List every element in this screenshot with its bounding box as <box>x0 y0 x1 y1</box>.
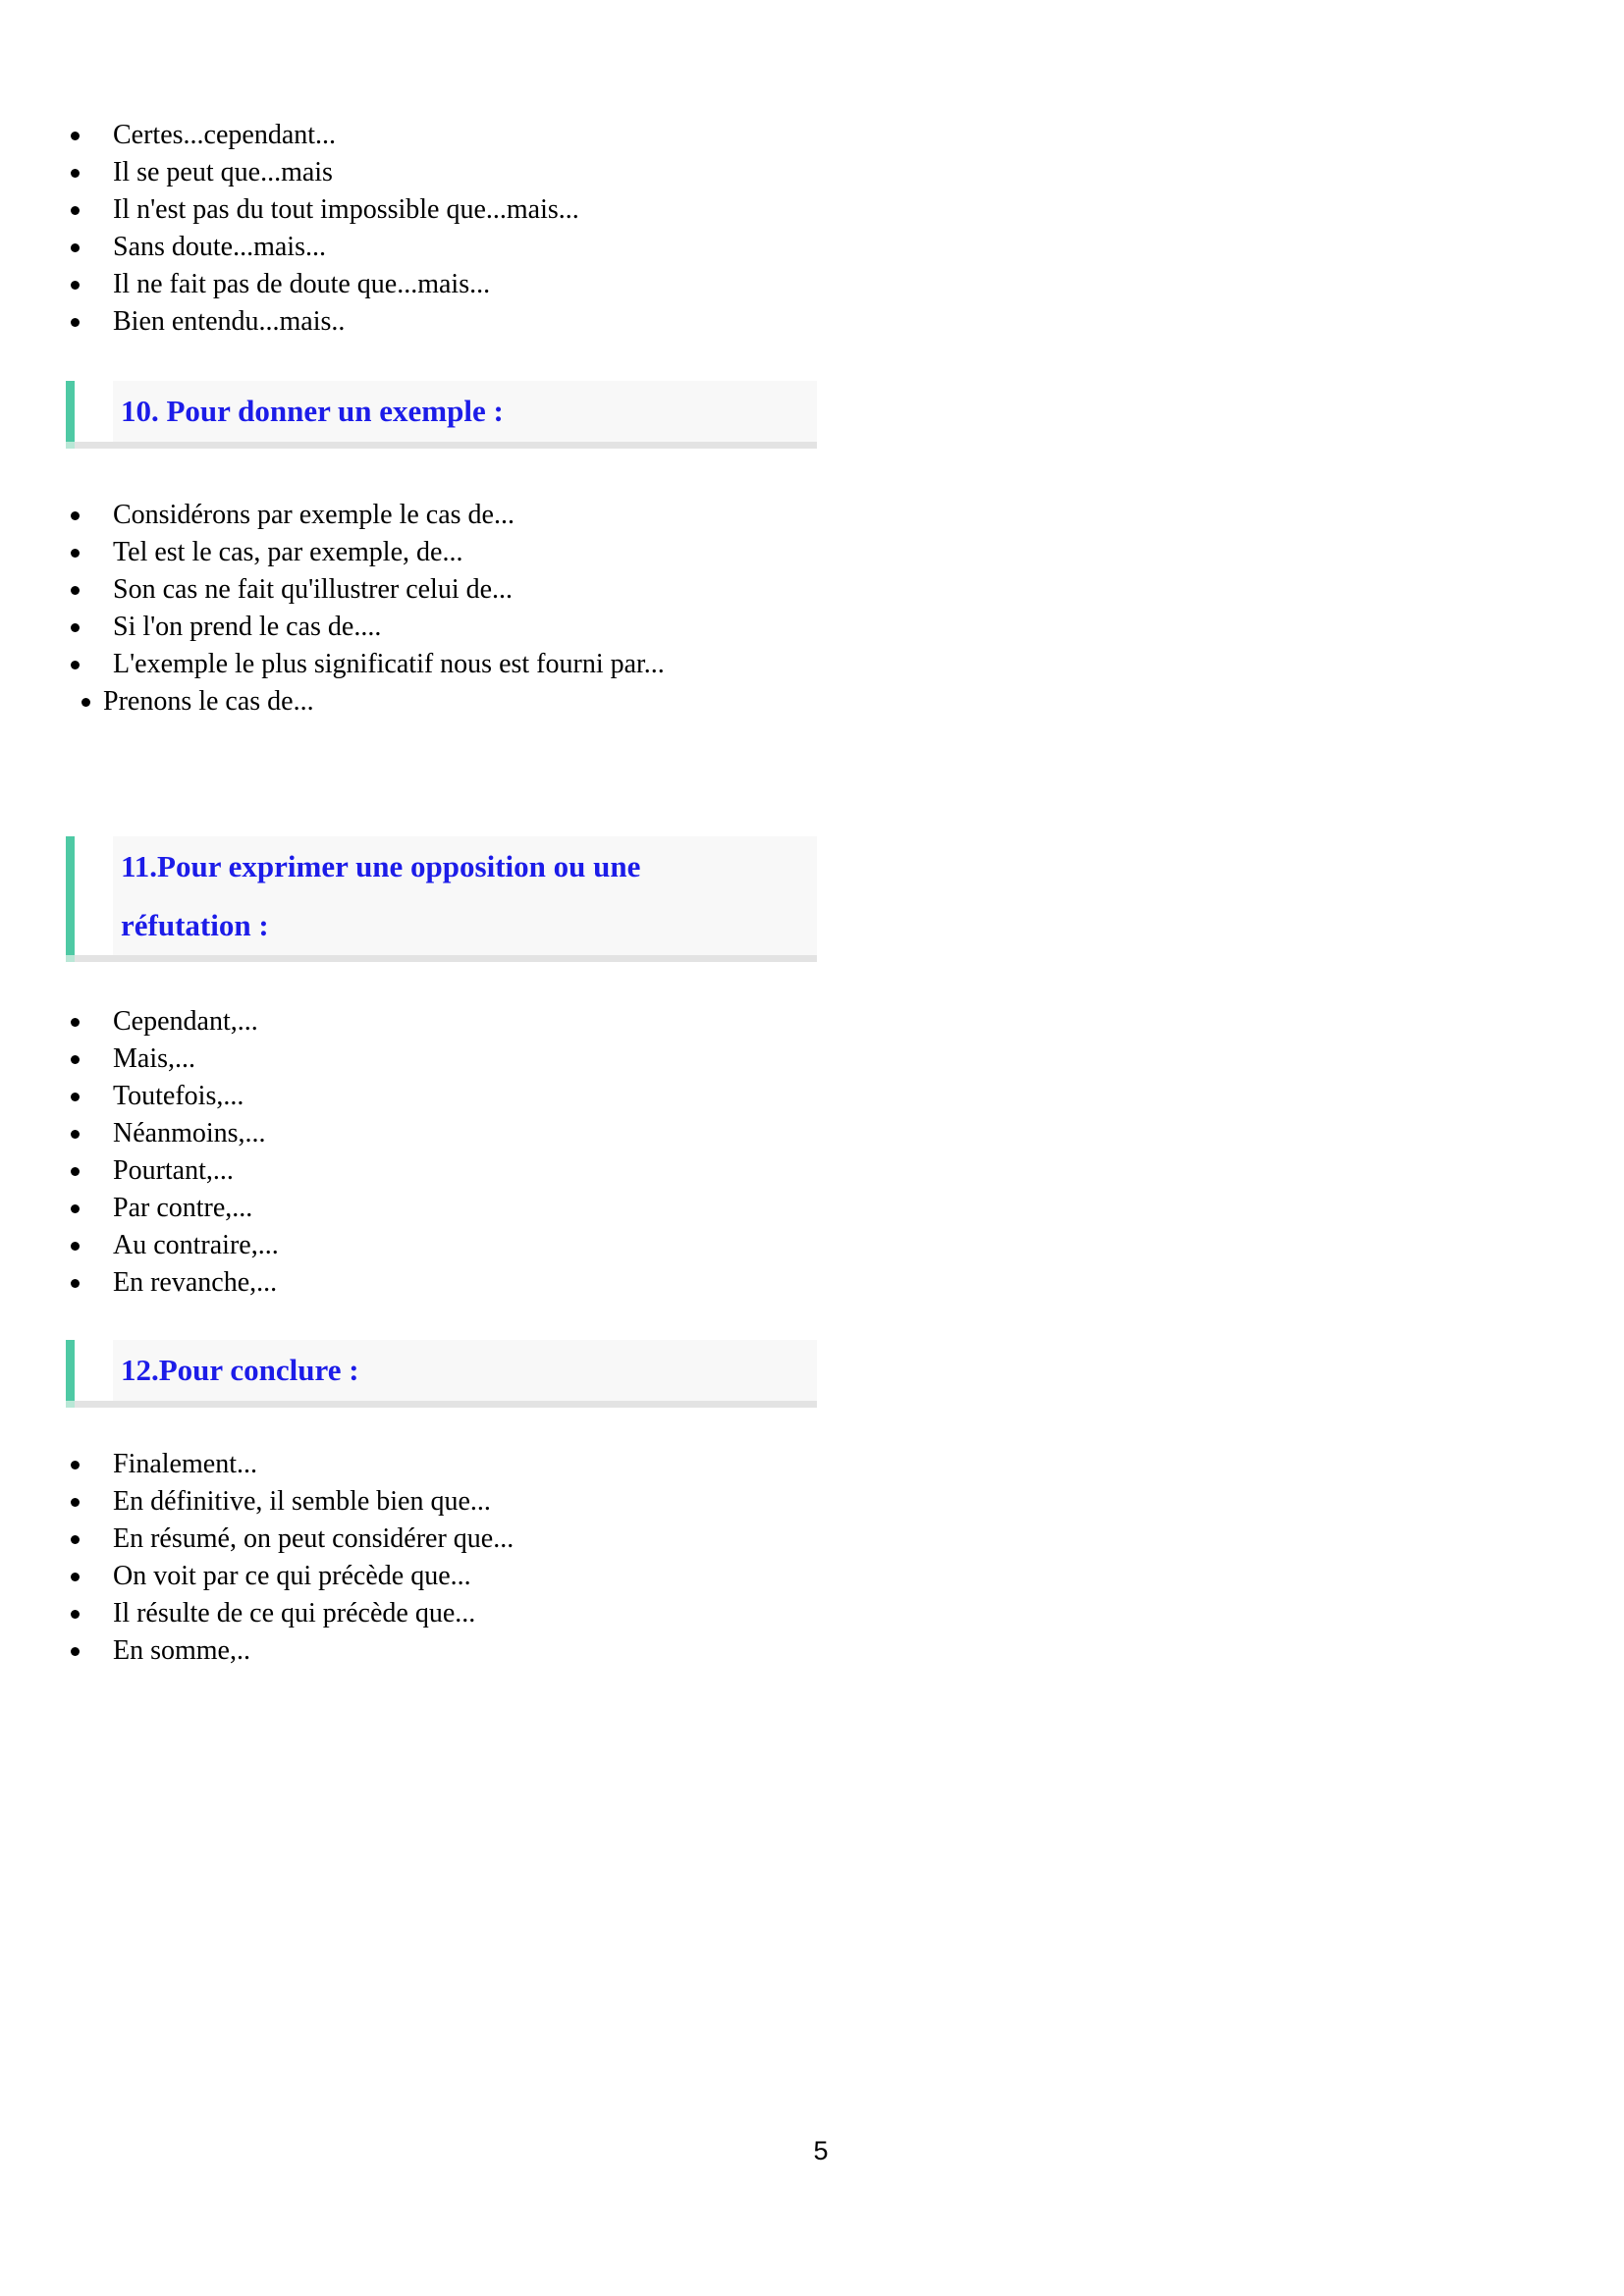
list-item-text: Pourtant,... <box>113 1155 234 1186</box>
heading-box <box>113 836 817 955</box>
list-item-text: Au contraire,... <box>113 1230 279 1260</box>
heading-title: 10. Pour donner un exemple : <box>121 394 504 428</box>
list-item <box>0 1003 1080 1041</box>
bullet-icon <box>71 206 80 215</box>
list-item <box>0 1264 1080 1302</box>
section-heading-12 <box>66 1340 817 1408</box>
bullet-list-opposition <box>0 1003 1080 1302</box>
list-item-text: Tel est le cas, par exemple, de... <box>113 537 463 567</box>
heading-box-shadow <box>75 1401 817 1408</box>
bullet-icon <box>71 1167 80 1176</box>
bullet-icon <box>71 1461 80 1469</box>
list-item-text: Certes...cependant... <box>113 120 337 150</box>
bullet-icon <box>71 1535 80 1544</box>
list-item <box>0 1446 1080 1483</box>
list-item <box>0 1632 1080 1670</box>
list-item <box>0 1483 1080 1521</box>
list-item-text: L'exemple le plus significatif nous est fourni par... <box>113 649 665 679</box>
heading-title-line2: réfutation : <box>121 907 269 942</box>
bullet-icon <box>71 281 80 290</box>
bullet-icon <box>71 1130 80 1139</box>
accent-bar-shadow <box>66 1401 75 1408</box>
bullet-icon <box>71 1055 80 1064</box>
heading-box-shadow <box>75 442 817 449</box>
bullet-icon <box>81 698 90 707</box>
list-item <box>0 1558 1080 1595</box>
list-item-text: Il ne fait pas de doute que...mais... <box>113 269 491 299</box>
list-item <box>0 1227 1080 1264</box>
bullet-icon <box>71 1573 80 1581</box>
list-item-text: Par contre,... <box>113 1193 253 1223</box>
bullet-icon <box>71 1093 80 1101</box>
bullet-icon <box>71 318 80 327</box>
accent-bar-shadow <box>66 955 75 962</box>
list-item <box>0 497 1080 534</box>
list-item <box>0 1521 1080 1558</box>
list-item-text: Considérons par exemple le cas de... <box>113 500 514 530</box>
list-item <box>0 646 1080 683</box>
list-item <box>0 117 1080 154</box>
bullet-icon <box>71 1242 80 1251</box>
list-item-text: Néanmoins,... <box>113 1118 266 1148</box>
accent-bar <box>66 836 75 955</box>
list-item-text: Il n'est pas du tout impossible que...mais... <box>113 194 579 225</box>
bullet-icon <box>71 511 80 520</box>
bullet-icon <box>71 549 80 558</box>
accent-bar-shadow <box>66 442 75 449</box>
bullet-icon <box>71 623 80 632</box>
list-item <box>0 154 1080 191</box>
bullet-icon <box>71 661 80 669</box>
bullet-icon <box>71 1647 80 1656</box>
list-item <box>0 229 1080 266</box>
list-item-text: En somme,.. <box>113 1635 250 1666</box>
page-number: 5 <box>813 2136 829 2165</box>
list-item-text: Finalement... <box>113 1449 257 1479</box>
heading-title: 12.Pour conclure : <box>121 1353 359 1387</box>
list-item-text: Il résulte de ce qui précède que... <box>113 1598 476 1629</box>
heading-box-shadow <box>75 955 817 962</box>
list-item <box>0 683 1080 721</box>
list-item-text: Bien entendu...mais.. <box>113 306 346 337</box>
list-item <box>0 1152 1080 1190</box>
section-heading-10 <box>66 381 817 449</box>
list-item-text: En résumé, on peut considérer que... <box>113 1523 514 1554</box>
bullet-icon <box>71 1610 80 1619</box>
bullet-list-intro <box>0 117 1080 341</box>
section-heading-11 <box>66 836 817 962</box>
list-item-text: Son cas ne fait qu'illustrer celui de... <box>113 574 514 605</box>
list-item-text: Mais,... <box>113 1043 195 1074</box>
list-item <box>0 1078 1080 1115</box>
bullet-icon <box>71 1018 80 1027</box>
heading-title: 11.Pour exprimer une opposition ou une <box>121 848 641 883</box>
list-item-text: On voit par ce qui précède que... <box>113 1561 471 1591</box>
list-item-text: Cependant,... <box>113 1006 258 1037</box>
accent-bar <box>66 1340 75 1401</box>
bullet-list-example <box>0 497 1080 721</box>
list-item-text: Si l'on prend le cas de.... <box>113 612 382 642</box>
list-item-text: Il se peut que...mais <box>113 157 333 187</box>
list-item-text: En revanche,... <box>113 1267 278 1298</box>
list-item <box>0 266 1080 303</box>
heading-box <box>113 1340 817 1401</box>
bullet-icon <box>71 1498 80 1507</box>
list-item-text: Prenons le cas de... <box>103 686 314 717</box>
heading-box <box>113 381 817 442</box>
bullet-icon <box>71 169 80 178</box>
bullet-list-conclude <box>0 1446 1080 1670</box>
list-item <box>0 303 1080 341</box>
list-item <box>0 191 1080 229</box>
list-item <box>0 609 1080 646</box>
accent-bar <box>66 381 75 442</box>
list-item-text: Sans doute...mais... <box>113 232 326 262</box>
bullet-icon <box>71 243 80 252</box>
bullet-icon <box>71 1279 80 1288</box>
list-item <box>0 1595 1080 1632</box>
bullet-icon <box>71 586 80 595</box>
list-item <box>0 534 1080 571</box>
list-item <box>0 1115 1080 1152</box>
list-item-text: En définitive, il semble bien que... <box>113 1486 491 1517</box>
bullet-icon <box>71 132 80 140</box>
list-item <box>0 1190 1080 1227</box>
list-item <box>0 571 1080 609</box>
bullet-icon <box>71 1204 80 1213</box>
list-item <box>0 1041 1080 1078</box>
list-item-text: Toutefois,... <box>113 1081 244 1111</box>
